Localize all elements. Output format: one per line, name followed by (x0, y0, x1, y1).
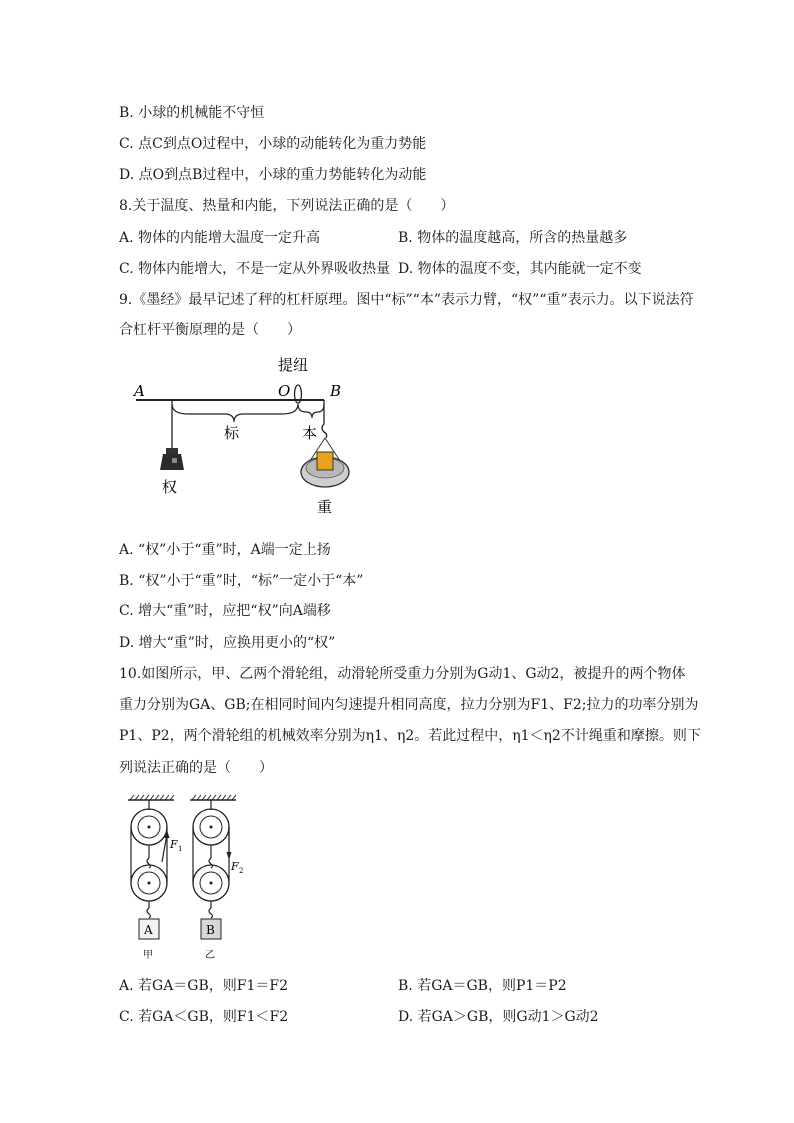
ceiling-jia (128, 795, 174, 800)
q9-stem-line1: 9.《墨经》最早记述了秤的杠杆原理。图中“标”“本”表示力臂，“权”“重”表示力。以下说法符 (119, 292, 694, 308)
q8-option-a: A. 物体的内能增大温度一定升高 (119, 230, 321, 246)
brace-ben (298, 404, 324, 418)
label-a: A (134, 382, 145, 400)
brace-biao (172, 404, 298, 422)
ceiling-yi (190, 795, 236, 800)
label-f2: F (231, 860, 239, 873)
q10-option-b: B. 若GA＝GB，则P1＝P2 (398, 978, 567, 994)
q10-stem-line1: 10.如图所示，甲、乙两个滑轮组，动滑轮所受重力分别为G动1、G动2，被提升的两个物体 (119, 666, 686, 682)
q7-option-d: D. 点O到点B过程中，小球的重力势能转化为动能 (119, 167, 427, 183)
q8-option-b: B. 物体的温度越高，所含的热量越多 (398, 230, 628, 246)
steelyard-figure (128, 352, 358, 522)
object-on-pan (317, 452, 333, 470)
label-f1: F (170, 838, 178, 851)
block-a-label: A (144, 923, 153, 937)
counterweight-top (166, 448, 178, 454)
block-b-label: B (206, 923, 215, 937)
label-tizu: 提纽 (278, 356, 309, 374)
q7-option-b: B. 小球的机械能不守恒 (119, 105, 265, 121)
label-f2-sub: 2 (239, 867, 244, 875)
q10-stem-line3: P1、P2，两个滑轮组的机械效率分别为η1、η2。若此过程中，η1＜η2不计绳重和摩擦。则下 (119, 728, 701, 744)
label-b: B (330, 382, 342, 400)
q9-option-b: B. “权”小于“重”时，“标”一定小于“本” (119, 573, 364, 589)
pan-hook (322, 424, 327, 438)
q9-option-c: C. 增大“重”时，应把“权”向A端移 (119, 603, 331, 619)
pulley-figure (120, 790, 260, 965)
q9-option-d: D. 增大“重”时，应换用更小的“权” (119, 635, 336, 651)
caption-jia: 甲 (143, 950, 153, 961)
q10-option-d: D. 若GA＞GB，则G动1＞G动2 (398, 1009, 599, 1025)
q10-option-c: C. 若GA＜GB，则F1＜F2 (119, 1009, 289, 1025)
label-zhong: 重 (317, 498, 333, 516)
caption-yi: 乙 (205, 950, 215, 961)
label-biao: 标 (224, 424, 240, 442)
q9-option-a: A. “权”小于“重”时，A端一定上扬 (119, 542, 331, 558)
q10-stem-line4: 列说法正确的是（ ） (119, 760, 273, 776)
label-quan: 权 (162, 478, 178, 496)
q10-option-a: A. 若GA＝GB，则F1＝F2 (119, 978, 289, 994)
q7-option-c: C. 点C到点O过程中，小球的动能转化为重力势能 (119, 136, 427, 152)
q10-stem-line2: 重力分别为GA、GB;在相同时间内匀速提升相同高度，拉力分别为F1、F2;拉力的功率分别为 (119, 697, 699, 713)
label-o: O (278, 382, 291, 400)
label-ben: 本 (302, 424, 318, 442)
q8-option-c: C. 物体内能增大，不是一定从外界吸收热量 (119, 261, 391, 277)
arrow-f2 (227, 852, 232, 860)
q8-stem: 8.关于温度、热量和内能，下列说法正确的是（ ） (119, 198, 455, 214)
q9-stem-line2: 合杠杆平衡原理的是（ ） (119, 322, 301, 338)
q8-option-d: D. 物体的温度不变，其内能就一定不变 (398, 261, 642, 277)
label-f1-sub: 1 (178, 845, 183, 853)
